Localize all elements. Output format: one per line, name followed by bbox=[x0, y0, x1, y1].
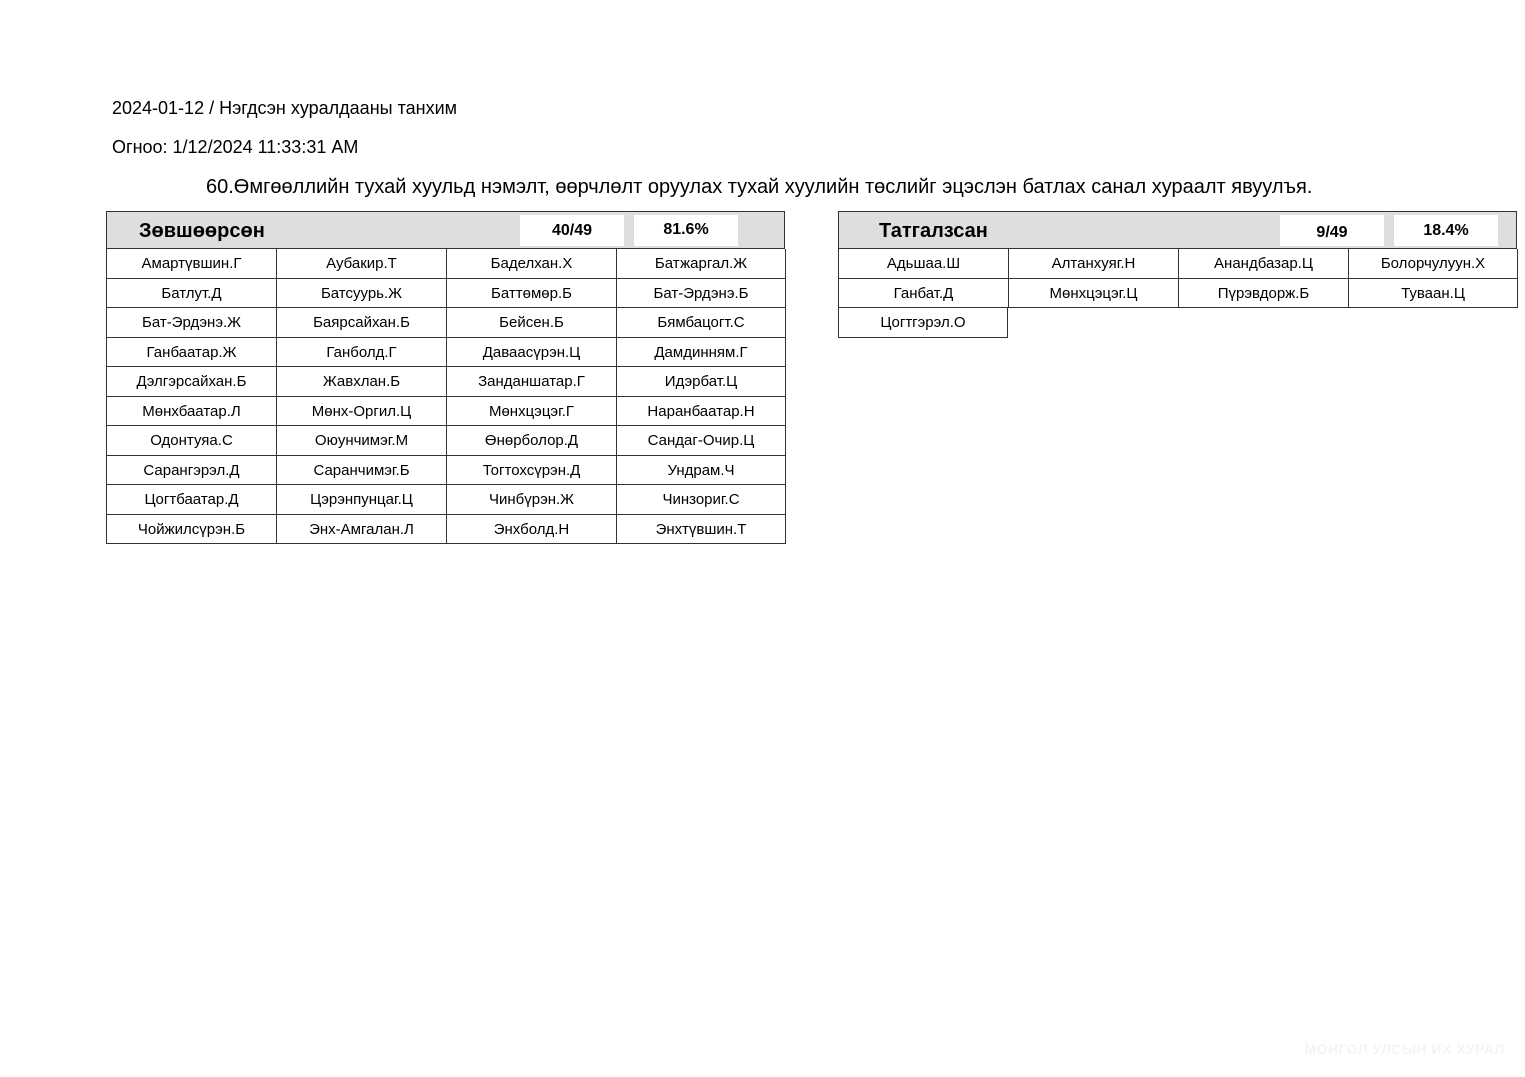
name-cell: Ганбат.Д bbox=[838, 279, 1008, 309]
name-cell: Баярсайхан.Б bbox=[276, 308, 446, 338]
name-cell: Батжаргал.Ж bbox=[616, 249, 786, 279]
name-cell: Адьшаа.Ш bbox=[838, 249, 1008, 279]
name-cell: Энхболд.Н bbox=[446, 515, 616, 545]
name-cell: Туваан.Ц bbox=[1348, 279, 1518, 309]
name-cell: Мөнхцэцэг.Г bbox=[446, 397, 616, 427]
name-cell: Чинзориг.С bbox=[616, 485, 786, 515]
name-cell: Дэлгэрсайхан.Б bbox=[106, 367, 276, 397]
name-cell: Саранчимэг.Б bbox=[276, 456, 446, 486]
name-cell: Алтанхуяг.Н bbox=[1008, 249, 1178, 279]
name-cell: Баттөмөр.Б bbox=[446, 279, 616, 309]
name-cell: Одонтуяа.С bbox=[106, 426, 276, 456]
name-cell: Наранбаатар.Н bbox=[616, 397, 786, 427]
name-cell: Бейсен.Б bbox=[446, 308, 616, 338]
name-cell: Аубакир.Т bbox=[276, 249, 446, 279]
name-cell: Ганбаатар.Ж bbox=[106, 338, 276, 368]
name-cell: Баделхан.Х bbox=[446, 249, 616, 279]
name-cell: Занданшатар.Г bbox=[446, 367, 616, 397]
name-cell: Цэрэнпунцаг.Ц bbox=[276, 485, 446, 515]
name-cell: Анандбазар.Ц bbox=[1178, 249, 1348, 279]
page-title: 60.Өмгөөллийн тухай хуульд нэмэлт, өөрчлөлт оруулах тухай хуулийн төслийг эцэслэн батлах санал хураалт явуулъя. bbox=[206, 176, 1313, 198]
name-cell: Энх-Амгалан.Л bbox=[276, 515, 446, 545]
name-cell: Даваасүрэн.Ц bbox=[446, 338, 616, 368]
name-cell: Бат-Эрдэнэ.Ж bbox=[106, 308, 276, 338]
name-cell: Цогтгэрэл.О bbox=[838, 308, 1008, 338]
name-cell: Болорчулуун.Х bbox=[1348, 249, 1518, 279]
name-cell: Цогтбаатар.Д bbox=[106, 485, 276, 515]
approve-count: 40/49 bbox=[520, 215, 624, 246]
reject-count: 9/49 bbox=[1280, 215, 1384, 246]
session-line: 2024-01-12 / Нэгдсэн хуралдааны танхим bbox=[112, 98, 457, 118]
name-cell: Тогтохсүрэн.Д bbox=[446, 456, 616, 486]
approve-names-grid bbox=[106, 249, 786, 544]
name-cell: Мөнхцэцэг.Ц bbox=[1008, 279, 1178, 309]
name-cell: Чойжилсүрэн.Б bbox=[106, 515, 276, 545]
name-cell: Дамдинням.Г bbox=[616, 338, 786, 368]
name-cell: Амартүвшин.Г bbox=[106, 249, 276, 279]
name-cell: Батлут.Д bbox=[106, 279, 276, 309]
name-cell: Мөнхбаатар.Л bbox=[106, 397, 276, 427]
date-line: Огноо: 1/12/2024 11:33:31 AM bbox=[112, 137, 359, 157]
name-cell: Энхтүвшин.Т bbox=[616, 515, 786, 545]
approve-panel bbox=[106, 211, 785, 544]
name-cell: Бат-Эрдэнэ.Б bbox=[616, 279, 786, 309]
approve-header bbox=[106, 211, 785, 249]
reject-names-grid bbox=[838, 249, 1518, 338]
name-cell: Пүрэвдорж.Б bbox=[1178, 279, 1348, 309]
name-cell: Бямбацогт.С bbox=[616, 308, 786, 338]
name-cell: Ундрам.Ч bbox=[616, 456, 786, 486]
name-cell: Батсуурь.Ж bbox=[276, 279, 446, 309]
approve-percent: 81.6% bbox=[634, 215, 738, 246]
name-cell: Оюунчимэг.М bbox=[276, 426, 446, 456]
name-cell: Өнөрболор.Д bbox=[446, 426, 616, 456]
name-cell: Сарангэрэл.Д bbox=[106, 456, 276, 486]
name-cell: Сандаг-Очир.Ц bbox=[616, 426, 786, 456]
reject-percent: 18.4% bbox=[1394, 215, 1498, 246]
reject-header bbox=[838, 211, 1517, 249]
approve-label: Зөвшөөрсөн bbox=[139, 220, 265, 242]
name-cell: Ганболд.Г bbox=[276, 338, 446, 368]
name-cell: Жавхлан.Б bbox=[276, 367, 446, 397]
name-cell: Мөнх-Оргил.Ц bbox=[276, 397, 446, 427]
reject-label: Татгалзсан bbox=[879, 220, 988, 242]
name-cell: Идэрбат.Ц bbox=[616, 367, 786, 397]
reject-panel bbox=[838, 211, 1517, 338]
name-cell: Чинбүрэн.Ж bbox=[446, 485, 616, 515]
watermark-text: МОНГОЛ УЛСЫН ИХ ХУРАЛ bbox=[1304, 1041, 1505, 1057]
